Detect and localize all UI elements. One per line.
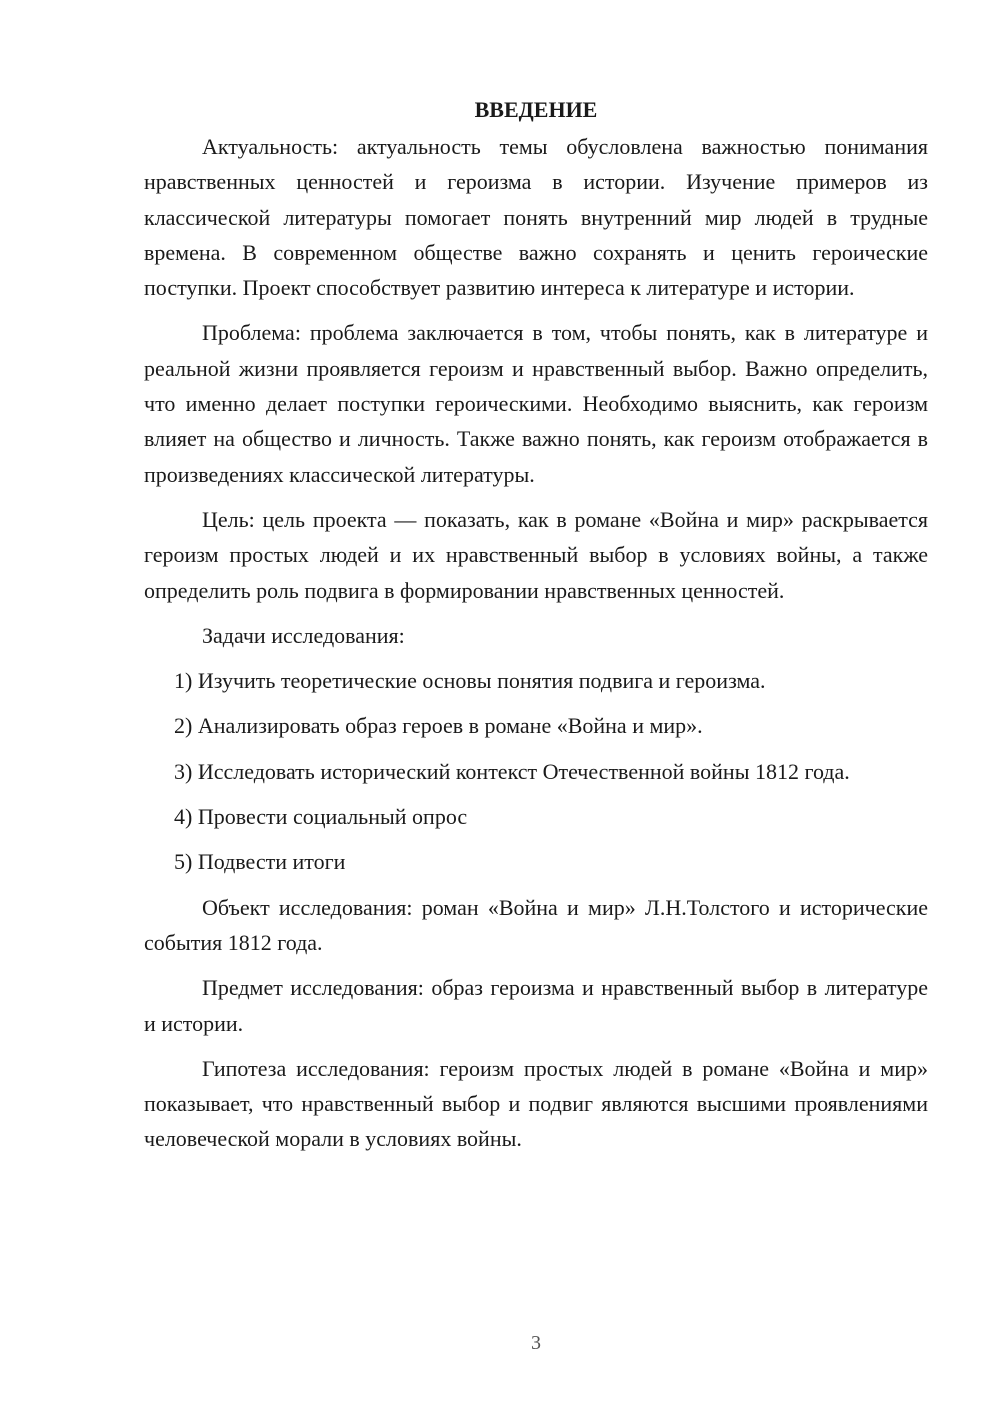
task-item-5: 5) Подвести итоги <box>174 849 346 875</box>
task-item-3: 3) Исследовать исторический контекст Отечественной войны 1812 года. <box>174 758 850 784</box>
paragraph-object: Объект исследования: роман «Война и мир» Л.Н.Толстого и исторические события 1812 года. <box>144 894 928 955</box>
task-item-1: 1) Изучить теоретические основы понятия подвига и героизма. <box>174 668 766 694</box>
document-page <box>144 92 928 1167</box>
paragraph-hypothesis: Гипотеза исследования: героизм простых людей в романе «Война и мир» показывает, что нравственный выбор и подвиг являются высшими проявлениями человеческой морали в условиях войны. <box>144 1055 928 1152</box>
section-title: ВВЕДЕНИЕ <box>474 97 598 122</box>
task-item-2: 2) Анализировать образ героев в романе «Война и мир». <box>174 713 703 739</box>
task-item-4: 4) Провести социальный опрос <box>174 804 468 830</box>
tasks-heading: Задачи исследования: <box>202 622 405 648</box>
paragraph-subject: Предмет исследования: образ героизма и нравственный выбор в литературе и истории. <box>144 975 928 1036</box>
page-number: 3 <box>531 1332 541 1354</box>
paragraph-relevance: Актуальность: актуальность темы обусловлена важностью понимания нравственных ценностей и героизма в истории. Изучение примеров из классической литературы помогает понять внутренний мир людей в трудные времена. В современном обществе важно сохранять и ценить героические поступки. Проект способствует развитию интереса к литературе и истории. <box>144 134 928 301</box>
paragraph-problem: Проблема: проблема заключается в том, чтобы понять, как в литературе и реальной жизни проявляется героизм и нравственный выбор. Важно определить, что именно делает поступки героическими. Необходимо выяснить, как героизм влияет на общество и личность. Также важно понять, как героизм отображается в произведениях классической литературы. <box>144 320 928 487</box>
paragraph-goal: Цель: цель проекта — показать, как в романе «Война и мир» раскрывается героизм простых людей и их нравственный выбор в условиях войны, а также определить роль подвига в формировании нравственных ценностей. <box>144 506 928 603</box>
